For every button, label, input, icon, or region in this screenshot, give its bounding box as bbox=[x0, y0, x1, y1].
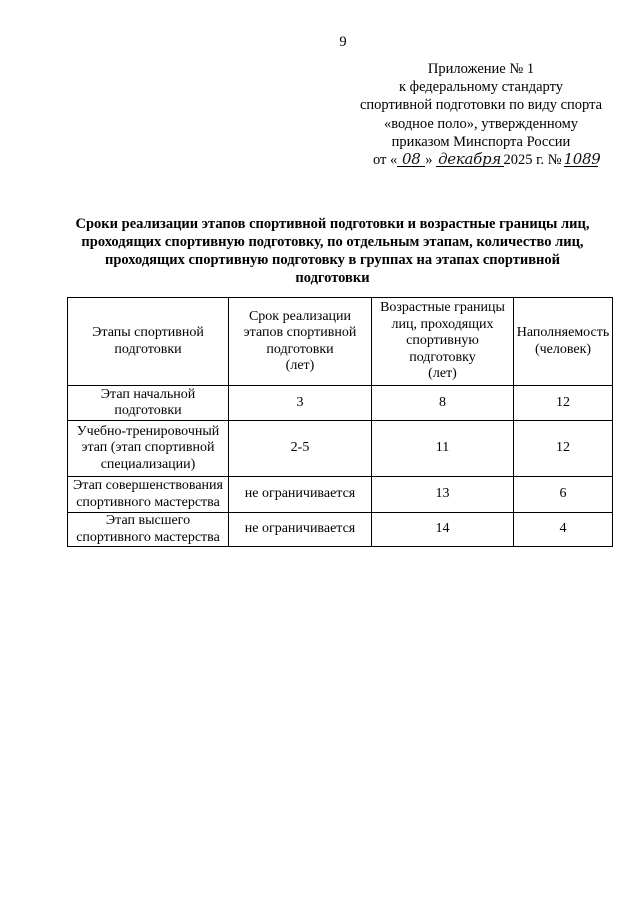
stage-line: Этап начальной bbox=[100, 386, 196, 402]
appendix-title: Приложение № 1 bbox=[427, 61, 535, 77]
title-line: подготовки bbox=[295, 270, 370, 286]
title-line: проходящих спортивную подготовку в группах на этапах спортивной bbox=[104, 252, 560, 268]
title-line: проходящих спортивную подготовку, по отдельным этапам, количество лиц, bbox=[81, 234, 584, 250]
table-header-row bbox=[68, 298, 613, 386]
cell-group-size: 4 bbox=[514, 513, 613, 547]
table-row bbox=[68, 513, 613, 547]
training-stages-table bbox=[67, 297, 613, 547]
header-cell-term bbox=[229, 298, 372, 386]
stage-line: этап (этап спортивной bbox=[81, 440, 215, 456]
stage-line: спортивного мастерства bbox=[76, 494, 220, 510]
header-line: (человек) bbox=[534, 341, 592, 357]
date-quote-close: » bbox=[425, 152, 433, 169]
appendix-line: приказом Минспорта России bbox=[391, 133, 571, 150]
table-row bbox=[68, 421, 613, 477]
cell-age: 14 bbox=[372, 513, 514, 547]
handwritten-month: декабря bbox=[436, 152, 504, 167]
cell-stage bbox=[68, 421, 229, 477]
cell-term: не ограничивается bbox=[229, 477, 372, 513]
stage-line: Этап высшего bbox=[105, 513, 191, 528]
cell-stage bbox=[68, 477, 229, 513]
appendix-line: спортивной подготовки по виду спорта bbox=[359, 97, 603, 114]
stage-line: Учебно-тренировочный bbox=[76, 423, 220, 439]
cell-group-size: 12 bbox=[514, 421, 613, 477]
cell-age: 13 bbox=[372, 477, 514, 513]
header-line: Этапы спортивной bbox=[92, 325, 204, 340]
cell-age: 8 bbox=[372, 386, 514, 421]
cell-group-size: 12 bbox=[514, 386, 613, 421]
cell-stage bbox=[68, 513, 229, 547]
header-line: (лет) bbox=[428, 366, 457, 382]
header-line: подготовки bbox=[266, 341, 334, 357]
appendix-header bbox=[355, 60, 607, 169]
header-cell-age bbox=[372, 298, 514, 386]
cell-term: 3 bbox=[229, 386, 372, 421]
header-line: (лет) bbox=[285, 358, 315, 373]
date-year-number-label: 2025 г. № bbox=[503, 152, 562, 169]
header-line: этапов спортивной bbox=[243, 325, 357, 340]
table-row bbox=[68, 386, 613, 421]
stage-line: подготовки bbox=[114, 403, 182, 418]
cell-group-size: 6 bbox=[514, 477, 613, 513]
header-line: Возрастные границы bbox=[380, 300, 505, 316]
cell-term: 2-5 bbox=[229, 421, 372, 477]
header-line: Срок реализации bbox=[248, 308, 352, 324]
header-line: лиц, проходящих bbox=[391, 316, 494, 332]
table-row bbox=[68, 477, 613, 513]
header-line: спортивную bbox=[406, 333, 479, 349]
header-line: подготовку bbox=[409, 349, 476, 365]
cell-term: не ограничивается bbox=[229, 513, 372, 547]
header-line: Наполняемость bbox=[516, 325, 610, 340]
appendix-line: «водное поло», утвержденному bbox=[383, 115, 579, 132]
appendix-line: к федеральному стандарту bbox=[399, 79, 563, 96]
cell-age: 11 bbox=[372, 421, 514, 477]
order-date-line bbox=[355, 151, 607, 169]
header-cell-stages bbox=[68, 298, 229, 386]
handwritten-day: 08 bbox=[397, 152, 425, 167]
date-prefix: от « bbox=[373, 152, 398, 169]
header-cell-group-size bbox=[514, 298, 613, 386]
header-line: подготовки bbox=[114, 341, 182, 357]
stage-line: Этап совершенствования bbox=[73, 478, 223, 493]
document-title bbox=[60, 215, 605, 287]
stage-line: специализации) bbox=[100, 456, 196, 472]
handwritten-order-number: 1089 bbox=[563, 150, 601, 169]
title-line: Сроки реализации этапов спортивной подготовки и возрастные границы лиц, bbox=[75, 216, 590, 232]
cell-stage bbox=[68, 386, 229, 421]
page-number: 9 bbox=[339, 34, 347, 50]
stage-line: спортивного мастерства bbox=[76, 529, 220, 545]
